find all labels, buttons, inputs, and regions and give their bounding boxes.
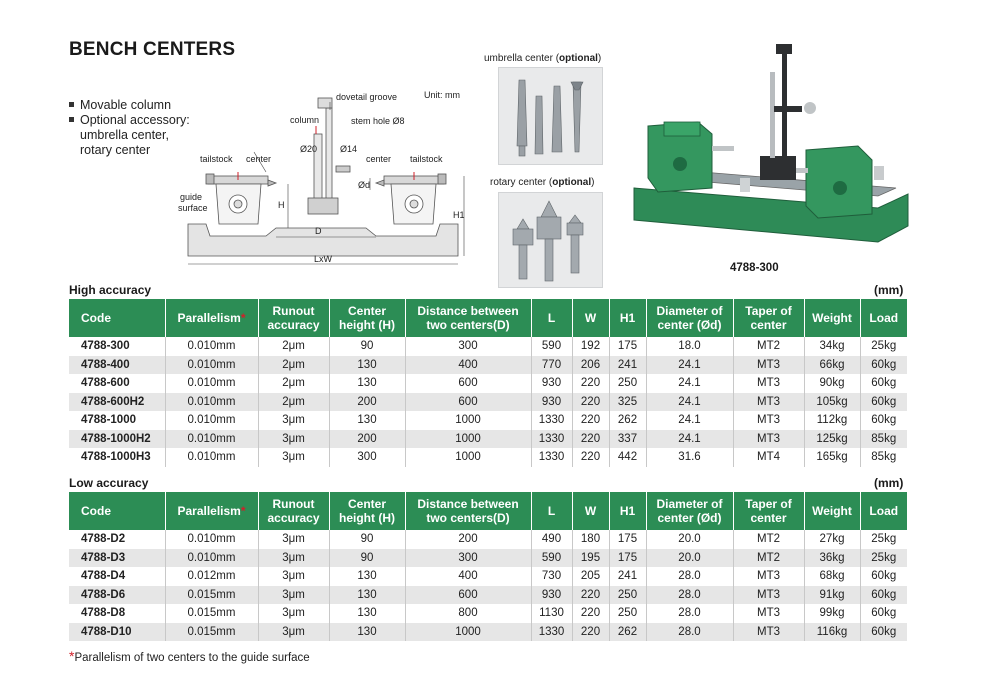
label-center-right: center xyxy=(366,154,392,164)
table-cell: 0.015mm xyxy=(165,586,258,605)
table-cell: 99kg xyxy=(804,604,860,623)
umbrella-center-photo xyxy=(498,67,603,165)
table-row xyxy=(69,549,907,568)
table-cell: 220 xyxy=(572,411,609,430)
table-cell: 60kg xyxy=(860,623,907,642)
table-cell: 116kg xyxy=(804,623,860,642)
table-cell: 241 xyxy=(609,567,646,586)
low-accuracy-unit: (mm) xyxy=(874,476,904,490)
table-cell: 4788-300 xyxy=(81,340,130,353)
table-cell: 28.0 xyxy=(646,623,733,642)
table-cell: 2μm xyxy=(258,356,329,375)
model-caption: 4788-300 xyxy=(730,262,779,274)
table-cell: 24.1 xyxy=(646,374,733,393)
footnote-text: Parallelism of two centers to the guide surface xyxy=(74,652,310,664)
table-cell: 220 xyxy=(572,374,609,393)
feature-item-continued: umbrella center, xyxy=(80,128,169,142)
bench-center-photo xyxy=(628,38,918,260)
header-center-height: Center height (H) xyxy=(329,492,405,530)
table-cell: 250 xyxy=(609,374,646,393)
table-cell: MT3 xyxy=(733,604,804,623)
table-cell: MT3 xyxy=(733,393,804,412)
table-cell: 220 xyxy=(572,586,609,605)
table-row xyxy=(69,411,907,430)
table-cell: 90 xyxy=(329,337,405,356)
table-cell: 3μm xyxy=(258,530,329,549)
table-cell: 60kg xyxy=(860,374,907,393)
table-cell: 3μm xyxy=(258,604,329,623)
table-cell: 60kg xyxy=(860,604,907,623)
table-cell: 590 xyxy=(531,549,572,568)
table-cell: 112kg xyxy=(804,411,860,430)
header-center-height: Center height (H) xyxy=(329,299,405,337)
label-tailstock-right: tailstock xyxy=(410,154,443,164)
table-cell: MT3 xyxy=(733,430,804,449)
table-cell: MT3 xyxy=(733,411,804,430)
table-cell: 1330 xyxy=(531,430,572,449)
label-stem-hole: stem hole Ø8 xyxy=(351,116,405,126)
table-cell: 4788-D8 xyxy=(81,607,126,620)
table-cell: 4788-1000H3 xyxy=(81,451,151,464)
table-cell: 1000 xyxy=(405,448,531,467)
table-cell: MT3 xyxy=(733,567,804,586)
table-cell: 130 xyxy=(329,586,405,605)
table-cell: 0.012mm xyxy=(165,567,258,586)
table-cell: 4788-600 xyxy=(81,377,130,390)
table-cell: 24.1 xyxy=(646,430,733,449)
table-cell: MT2 xyxy=(733,530,804,549)
table-cell: 800 xyxy=(405,604,531,623)
table-cell: 200 xyxy=(329,393,405,412)
table-cell: 4788-600H2 xyxy=(69,393,165,412)
header-distance: Distance between two centers(D) xyxy=(405,299,531,337)
table-cell: 930 xyxy=(531,393,572,412)
table-cell: 200 xyxy=(329,430,405,449)
table-row xyxy=(69,567,907,586)
label-center-left: center xyxy=(246,154,272,164)
table-cell: 2μm xyxy=(258,393,329,412)
table-cell: 2μm xyxy=(258,337,329,356)
rotary-center-photo xyxy=(498,192,603,288)
table-cell: 130 xyxy=(329,356,405,375)
bullet-icon xyxy=(69,102,74,107)
table-cell: 4788-D10 xyxy=(69,623,165,642)
table-cell: 3μm xyxy=(258,430,329,449)
table-cell: 0.010mm xyxy=(165,430,258,449)
table-cell: 130 xyxy=(329,567,405,586)
table-cell: 250 xyxy=(609,586,646,605)
table-cell: 60kg xyxy=(860,411,907,430)
high-accuracy-table xyxy=(69,299,907,467)
table-cell: 3μm xyxy=(258,411,329,430)
table-cell: 34kg xyxy=(804,337,860,356)
header-runout: Runout accuracy xyxy=(258,299,329,337)
label-od: Ød xyxy=(358,180,371,190)
table-cell: 220 xyxy=(572,623,609,642)
table-cell: 20.0 xyxy=(646,530,733,549)
table-cell: MT3 xyxy=(733,623,804,642)
table-cell: 24.1 xyxy=(646,411,733,430)
table-row xyxy=(69,604,907,623)
table-cell: 4788-D4 xyxy=(81,570,126,583)
table-cell: 130 xyxy=(329,623,405,642)
table-cell: 192 xyxy=(572,337,609,356)
table-row xyxy=(69,623,907,642)
table-cell: 0.010mm xyxy=(165,356,258,375)
table-cell: 60kg xyxy=(860,567,907,586)
header-load: Load xyxy=(860,299,907,337)
table-cell: 205 xyxy=(572,567,609,586)
table-cell: 130 xyxy=(329,411,405,430)
label-lxw: LxW xyxy=(314,254,332,264)
table-cell: 730 xyxy=(531,567,572,586)
header-l: L xyxy=(531,299,572,337)
table-cell: 25kg xyxy=(860,530,907,549)
table-header-row xyxy=(69,492,907,530)
table-cell: 930 xyxy=(531,586,572,605)
table-cell: 590 xyxy=(531,337,572,356)
footnote xyxy=(69,648,310,664)
label-unit: Unit: mm xyxy=(424,90,460,100)
table-cell: 1330 xyxy=(531,411,572,430)
table-row xyxy=(69,586,907,605)
table-cell: 130 xyxy=(329,374,405,393)
label-d20: Ø20 xyxy=(300,144,318,154)
table-cell: 28.0 xyxy=(646,567,733,586)
table-cell: 770 xyxy=(531,356,572,375)
table-row xyxy=(69,374,907,393)
high-accuracy-heading: High accuracy xyxy=(69,283,152,297)
table-cell: 25kg xyxy=(860,549,907,568)
table-cell: 400 xyxy=(405,356,531,375)
table-cell: 90kg xyxy=(804,374,860,393)
table-cell: 1330 xyxy=(531,448,572,467)
umbrella-center-caption: umbrella center (optional) xyxy=(484,53,602,64)
table-cell: 4788-D2 xyxy=(81,533,126,546)
table-cell: 24.1 xyxy=(646,356,733,375)
feature-list xyxy=(69,98,190,158)
table-cell: 66kg xyxy=(804,356,860,375)
table-cell: 0.010mm xyxy=(165,448,258,467)
page-title: BENCH CENTERS xyxy=(69,39,236,60)
table-cell: 4788-D3 xyxy=(69,549,165,568)
dimension-diagram xyxy=(176,86,476,271)
low-accuracy-heading: Low accuracy xyxy=(69,476,149,490)
header-code: Code xyxy=(69,492,165,530)
table-cell: 0.010mm xyxy=(165,549,258,568)
table-cell: 0.010mm xyxy=(165,374,258,393)
table-row xyxy=(69,337,907,356)
table-cell: 300 xyxy=(405,549,531,568)
table-cell: 85kg xyxy=(860,430,907,449)
table-cell: 1000 xyxy=(405,411,531,430)
table-cell: 91kg xyxy=(804,586,860,605)
table-cell: 400 xyxy=(405,567,531,586)
table-cell: 195 xyxy=(572,549,609,568)
table-cell: 90 xyxy=(329,549,405,568)
table-cell: 24.1 xyxy=(646,393,733,412)
table-cell: MT4 xyxy=(733,448,804,467)
table-cell: 600 xyxy=(405,586,531,605)
table-cell: MT2 xyxy=(733,337,804,356)
header-weight: Weight xyxy=(804,299,860,337)
table-cell: 262 xyxy=(609,411,646,430)
label-dovetail-groove: dovetail groove xyxy=(336,92,398,102)
rotary-center-icon xyxy=(499,193,602,287)
table-cell: 31.6 xyxy=(646,448,733,467)
header-diameter: Diameter of center (Ød) xyxy=(646,299,733,337)
header-w: W xyxy=(572,492,609,530)
umbrella-center-icon xyxy=(499,68,602,164)
table-cell: 3μm xyxy=(258,448,329,467)
table-cell: 250 xyxy=(609,604,646,623)
header-parallelism: Parallelism* xyxy=(165,492,258,530)
table-cell: 262 xyxy=(609,623,646,642)
header-load: Load xyxy=(860,492,907,530)
table-cell: 3μm xyxy=(258,623,329,642)
table-cell: 4788-1000 xyxy=(81,414,136,427)
table-cell: 220 xyxy=(572,430,609,449)
table-cell: 0.010mm xyxy=(165,530,258,549)
table-header-row xyxy=(69,299,907,337)
header-w: W xyxy=(572,299,609,337)
table-cell: 0.010mm xyxy=(165,411,258,430)
table-cell: 130 xyxy=(329,604,405,623)
table-cell: 18.0 xyxy=(646,337,733,356)
feature-item-continued: rotary center xyxy=(80,143,151,157)
feature-item: Optional accessory: xyxy=(69,113,190,128)
low-accuracy-table xyxy=(69,492,907,641)
table-cell: 0.010mm xyxy=(165,337,258,356)
table-row xyxy=(69,530,907,549)
label-surface: surface xyxy=(178,203,208,213)
table-cell: 90 xyxy=(329,530,405,549)
table-cell: 337 xyxy=(609,430,646,449)
header-taper: Taper of center xyxy=(733,492,804,530)
table-cell: 0.015mm xyxy=(165,604,258,623)
header-code: Code xyxy=(69,299,165,337)
bullet-icon xyxy=(69,117,74,122)
table-cell: 165kg xyxy=(804,448,860,467)
table-cell: 930 xyxy=(531,374,572,393)
table-row xyxy=(69,430,907,449)
rotary-center-caption: rotary center (optional) xyxy=(490,177,595,188)
table-cell: 20.0 xyxy=(646,549,733,568)
table-cell: 4788-D6 xyxy=(69,586,165,605)
table-cell: 175 xyxy=(609,337,646,356)
label-tailstock-left: tailstock xyxy=(200,154,233,164)
label-h: H xyxy=(278,200,285,210)
table-cell: 1130 xyxy=(531,604,572,623)
header-taper: Taper of center xyxy=(733,299,804,337)
table-cell: 1330 xyxy=(531,623,572,642)
label-d14: Ø14 xyxy=(340,144,358,154)
table-cell: 60kg xyxy=(860,393,907,412)
table-cell: 1000 xyxy=(405,430,531,449)
header-runout: Runout accuracy xyxy=(258,492,329,530)
table-cell: 200 xyxy=(405,530,531,549)
header-distance: Distance between two centers(D) xyxy=(405,492,531,530)
table-row xyxy=(69,356,907,375)
table-cell: MT2 xyxy=(733,549,804,568)
table-cell: 600 xyxy=(405,374,531,393)
header-l: L xyxy=(531,492,572,530)
table-cell: 36kg xyxy=(804,549,860,568)
table-cell: 68kg xyxy=(804,567,860,586)
table-cell: 241 xyxy=(609,356,646,375)
table-cell: 125kg xyxy=(804,430,860,449)
header-h1: H1 xyxy=(609,492,646,530)
table-cell: 220 xyxy=(572,604,609,623)
table-cell: 25kg xyxy=(860,337,907,356)
high-accuracy-unit: (mm) xyxy=(874,283,904,297)
table-cell: 220 xyxy=(572,448,609,467)
table-cell: 2μm xyxy=(258,374,329,393)
table-cell: 4788-400 xyxy=(69,356,165,375)
footnote-star: * xyxy=(69,648,75,664)
table-cell: 27kg xyxy=(804,530,860,549)
table-row xyxy=(69,393,907,412)
table-cell: 175 xyxy=(609,530,646,549)
table-cell: 220 xyxy=(572,393,609,412)
label-guide: guide xyxy=(180,192,203,202)
table-cell: 300 xyxy=(405,337,531,356)
table-cell: 28.0 xyxy=(646,586,733,605)
table-cell: MT3 xyxy=(733,374,804,393)
table-cell: 490 xyxy=(531,530,572,549)
header-diameter: Diameter of center (Ød) xyxy=(646,492,733,530)
table-cell: MT3 xyxy=(733,356,804,375)
table-cell: 442 xyxy=(609,448,646,467)
table-cell: 180 xyxy=(572,530,609,549)
label-h1: H1 xyxy=(453,210,465,220)
table-cell: 85kg xyxy=(860,448,907,467)
table-cell: 300 xyxy=(329,448,405,467)
table-cell: 175 xyxy=(609,549,646,568)
table-cell: 0.010mm xyxy=(165,393,258,412)
table-cell: 0.015mm xyxy=(165,623,258,642)
table-cell: 600 xyxy=(405,393,531,412)
table-cell: MT3 xyxy=(733,586,804,605)
header-h1: H1 xyxy=(609,299,646,337)
table-cell: 1000 xyxy=(405,623,531,642)
table-cell: 3μm xyxy=(258,567,329,586)
header-weight: Weight xyxy=(804,492,860,530)
table-cell: 206 xyxy=(572,356,609,375)
label-d: D xyxy=(315,226,322,236)
feature-item: Movable column xyxy=(69,98,190,113)
table-cell: 4788-1000H2 xyxy=(69,430,165,449)
table-cell: 3μm xyxy=(258,549,329,568)
label-column: column xyxy=(290,115,320,125)
table-cell: 105kg xyxy=(804,393,860,412)
table-cell: 60kg xyxy=(860,586,907,605)
table-cell: 325 xyxy=(609,393,646,412)
table-cell: 3μm xyxy=(258,586,329,605)
table-cell: 28.0 xyxy=(646,604,733,623)
table-row xyxy=(69,448,907,467)
table-cell: 60kg xyxy=(860,356,907,375)
header-parallelism: Parallelism* xyxy=(165,299,258,337)
